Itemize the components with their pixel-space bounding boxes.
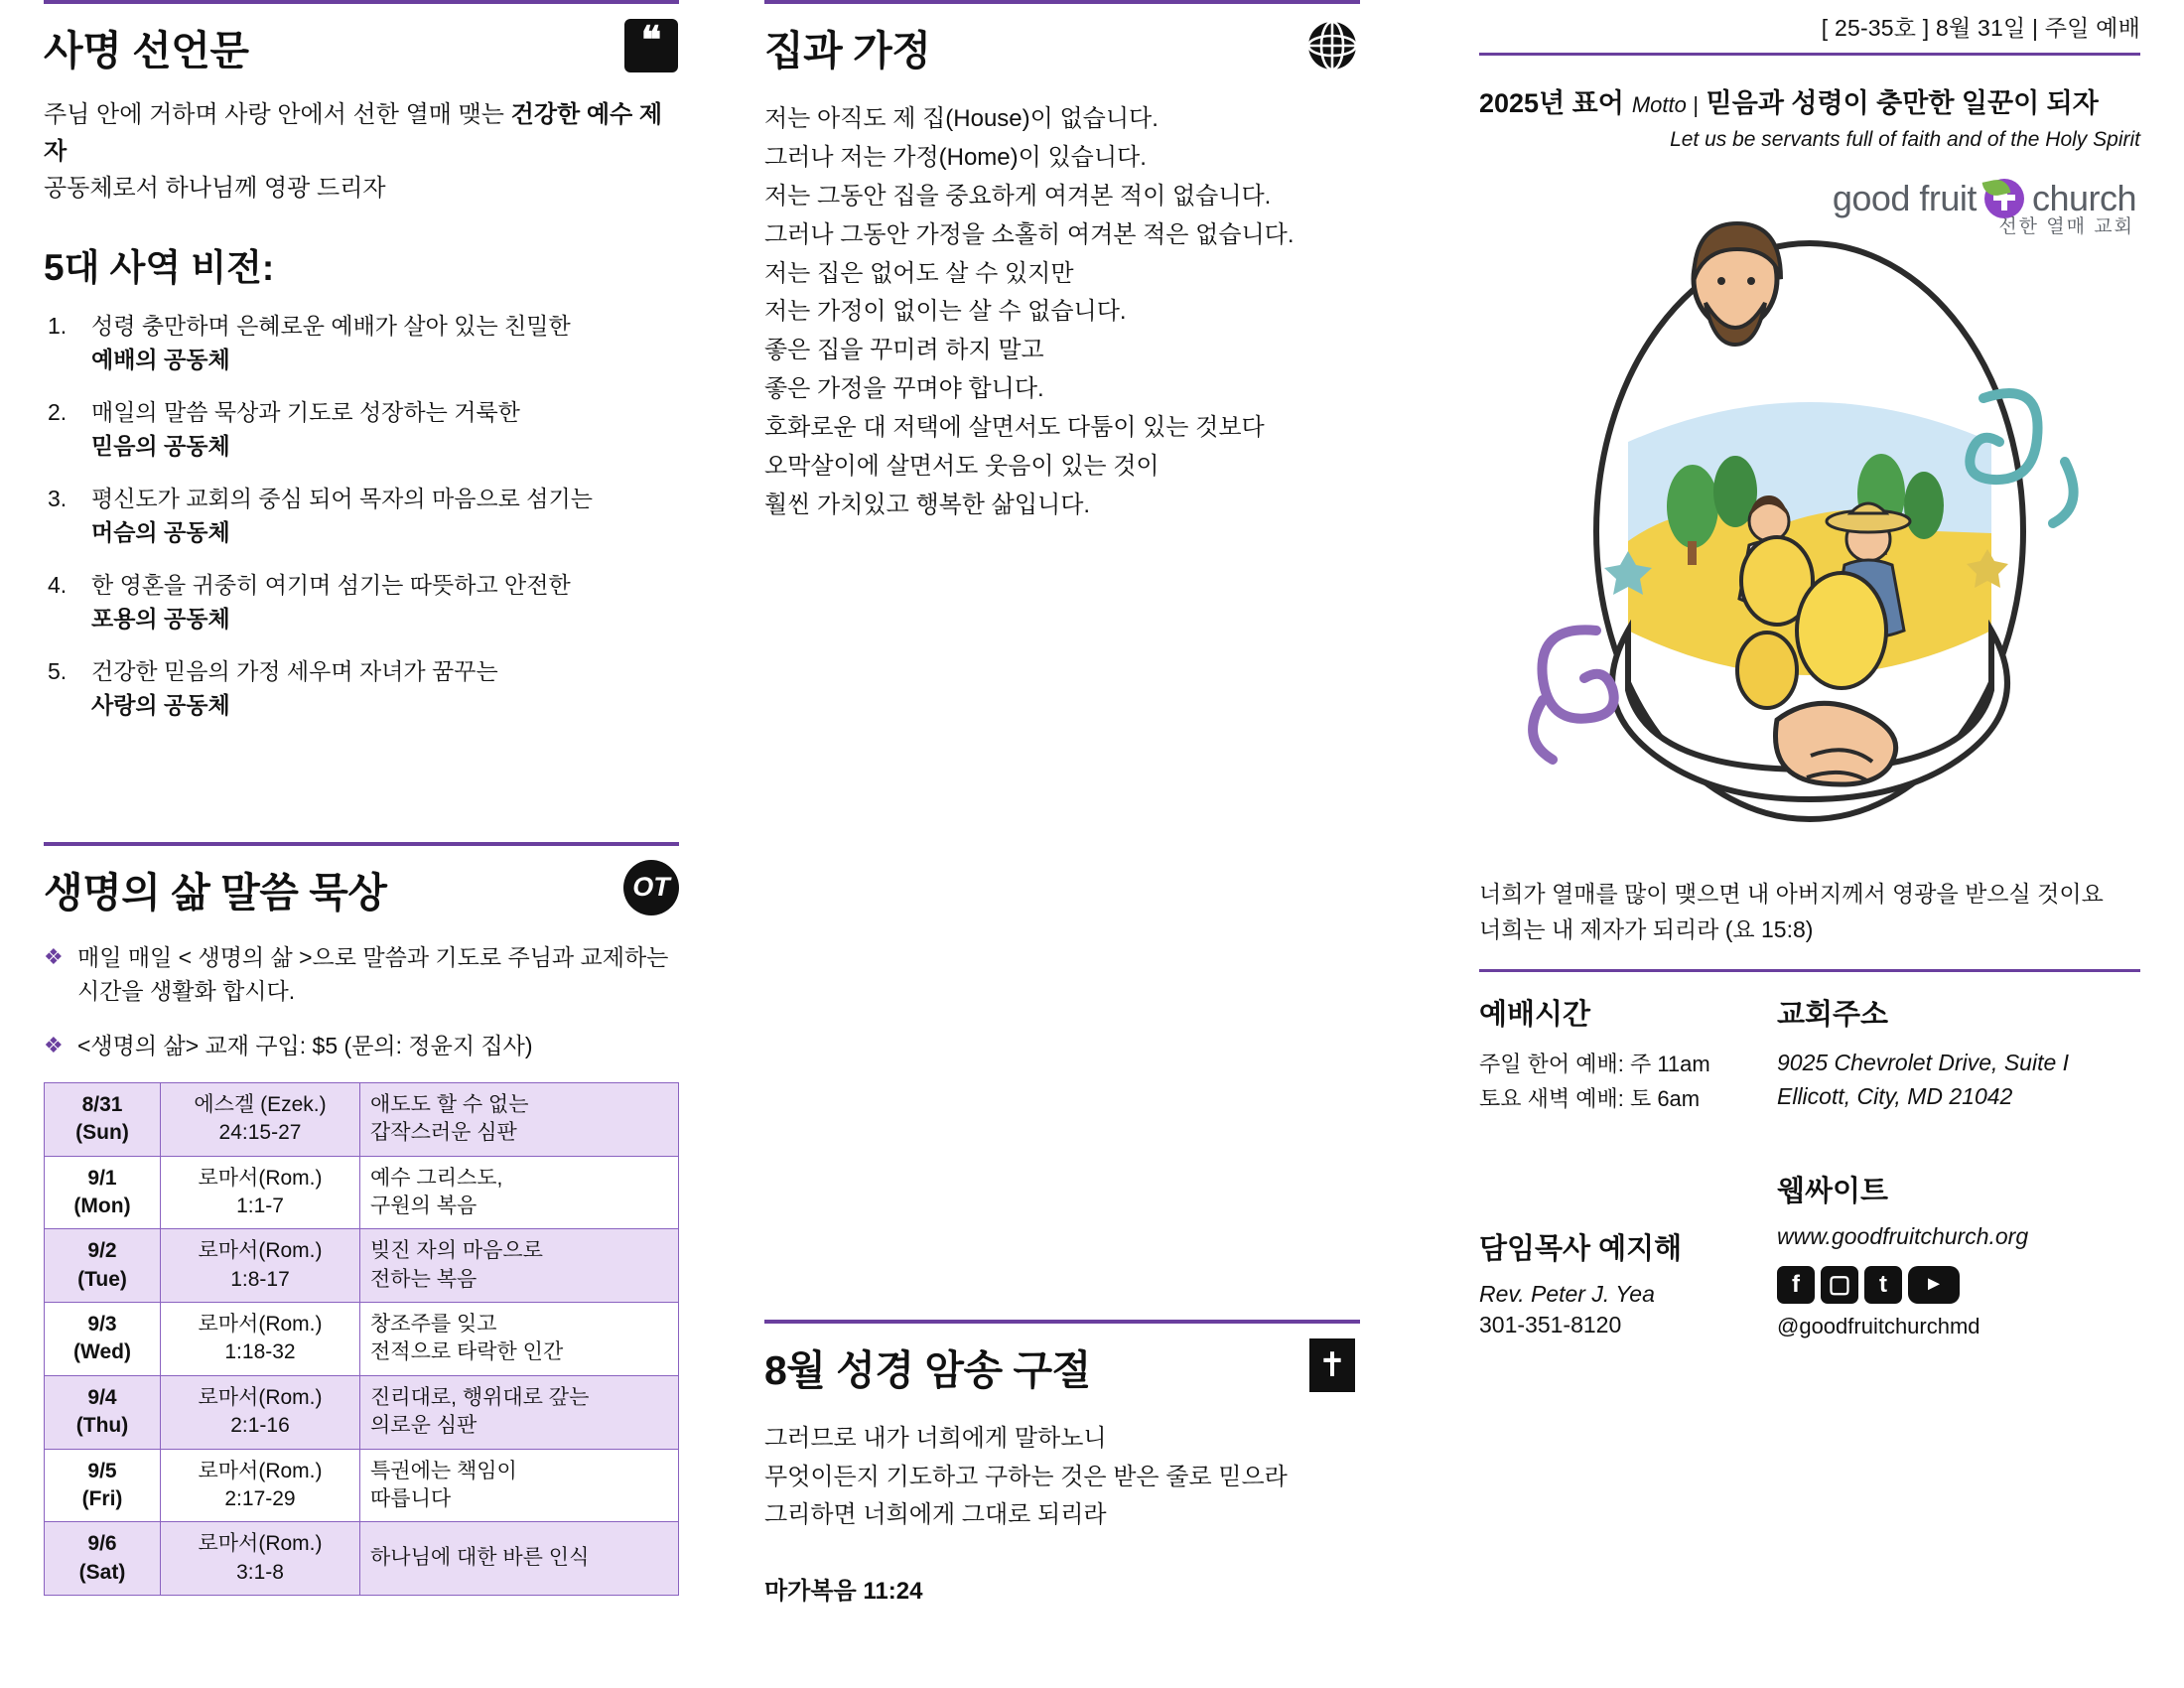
devotion-bullets bbox=[44, 940, 679, 1063]
reading-topic bbox=[360, 1522, 679, 1596]
vision-item-strong: 머슴의 공동체 bbox=[91, 519, 230, 546]
reading-book-name: 로마서(Rom.) bbox=[198, 1313, 323, 1336]
home-line: 좋은 집을 꾸미려 하지 말고 bbox=[764, 337, 1044, 364]
vision-item-number: 3. bbox=[48, 485, 68, 511]
reading-date-line2: (Thu) bbox=[75, 1414, 129, 1438]
mission-header bbox=[44, 18, 679, 76]
motto-word: Motto | bbox=[1631, 92, 1699, 117]
service-line: 토요 새벽 예배: 토 6am bbox=[1479, 1086, 1701, 1112]
vision-list bbox=[44, 309, 679, 723]
reading-date-line1: 9/2 bbox=[87, 1239, 117, 1263]
vision-item bbox=[44, 395, 679, 464]
info-grid bbox=[1479, 992, 2140, 1339]
scripture-line: 너희는 내 제자가 되리라 (요 15:8) bbox=[1479, 915, 1814, 942]
vision-item-strong: 포용의 공동체 bbox=[91, 606, 230, 633]
instagram-icon[interactable]: ▢ bbox=[1821, 1266, 1858, 1304]
service-column bbox=[1479, 992, 1777, 1339]
reading-date bbox=[45, 1303, 161, 1376]
diamond-bullet-icon: ❖ bbox=[44, 1032, 64, 1057]
table-row bbox=[45, 1303, 679, 1376]
mission-statement bbox=[44, 96, 679, 208]
reading-book bbox=[161, 1303, 360, 1376]
reading-date-line1: 9/6 bbox=[87, 1532, 117, 1556]
youtube-icon[interactable]: ► bbox=[1908, 1266, 1960, 1304]
home-line: 훨씬 가치있고 행복한 삶입니다. bbox=[764, 491, 1091, 518]
memory-header bbox=[764, 1337, 1360, 1396]
table-row bbox=[45, 1375, 679, 1449]
reading-date-line2: (Tue) bbox=[77, 1267, 127, 1291]
mission-text-bold: 건강한 예수 제자 bbox=[44, 101, 663, 166]
reading-topic-line2: 의로운 심판 bbox=[370, 1414, 478, 1438]
facebook-icon[interactable]: f bbox=[1777, 1266, 1815, 1304]
memory-body bbox=[764, 1420, 1360, 1536]
diamond-bullet-icon: ❖ bbox=[44, 943, 64, 969]
left-column bbox=[44, 0, 679, 1596]
vision-item-number: 1. bbox=[48, 312, 68, 339]
reading-book-name: 로마서(Rom.) bbox=[198, 1459, 323, 1482]
vision-item-number: 5. bbox=[48, 657, 68, 684]
vision-item bbox=[44, 309, 679, 377]
reading-book-name: 로마서(Rom.) bbox=[198, 1239, 323, 1263]
twitter-icon[interactable]: t bbox=[1864, 1266, 1902, 1304]
reading-date bbox=[45, 1522, 161, 1596]
fruit-basket-illustration bbox=[1479, 164, 2140, 859]
reading-topic bbox=[360, 1375, 679, 1449]
vision-item-line: 평신도가 교회의 중심 되어 목자의 마음으로 섬기는 bbox=[91, 485, 593, 511]
vision-item-number: 4. bbox=[48, 571, 68, 598]
quote-icon: ❝ bbox=[623, 18, 679, 73]
vision-item-number: 2. bbox=[48, 398, 68, 425]
website-url[interactable]: www.goodfruitchurch.org bbox=[1777, 1222, 2029, 1249]
vision-item bbox=[44, 568, 679, 636]
home-line: 좋은 가정을 꾸며야 합니다. bbox=[764, 375, 1044, 403]
reading-date bbox=[45, 1229, 161, 1303]
reading-topic-line2: 따릅니다 bbox=[370, 1486, 452, 1510]
devotion-top-rule bbox=[44, 842, 679, 846]
ot-icon: OT bbox=[623, 860, 679, 915]
devotion-bullet-2: <생명의 삶> 교재 구입: $5 (문의: 정윤지 집사) bbox=[77, 1032, 533, 1058]
issue-info: [ 25-35호 ] 8월 31일 | 주일 예배 bbox=[1821, 15, 2140, 41]
home-top-rule bbox=[764, 0, 1360, 4]
reading-date-line2: (Sun) bbox=[75, 1121, 129, 1145]
logo-text-left: good fruit bbox=[1832, 178, 1977, 218]
reading-topic bbox=[360, 1083, 679, 1157]
right-column bbox=[1479, 0, 2140, 1339]
info-rule bbox=[1479, 969, 2140, 972]
cross-icon: ✝ bbox=[1304, 1337, 1360, 1393]
address-heading: 교회주소 bbox=[1777, 999, 1889, 1032]
reading-topic-line2: 갑작스러운 심판 bbox=[370, 1121, 517, 1145]
table-row bbox=[45, 1083, 679, 1157]
website-heading: 웹싸이트 bbox=[1777, 1175, 1889, 1207]
memory-top-rule bbox=[764, 1320, 1360, 1324]
reading-date bbox=[45, 1375, 161, 1449]
address-line: Ellicott, City, MD 21042 bbox=[1777, 1082, 2013, 1109]
home-line: 그러나 그동안 가정을 소홀히 여겨본 적은 없습니다. bbox=[764, 220, 1295, 248]
address-line: 9025 Chevrolet Drive, Suite I bbox=[1777, 1050, 2070, 1076]
reading-book-verses: 2:1-16 bbox=[230, 1414, 290, 1438]
vision-item bbox=[44, 482, 679, 550]
vision-item-line: 성령 충만하며 은혜로운 예배가 살아 있는 친밀한 bbox=[91, 312, 571, 339]
reading-book bbox=[161, 1522, 360, 1596]
motto-row bbox=[1479, 81, 2140, 120]
reading-topic-line2: 전적으로 타락한 인간 bbox=[370, 1340, 564, 1364]
reading-date-line1: 9/1 bbox=[87, 1166, 117, 1190]
home-line: 그러나 저는 가정(Home)이 있습니다. bbox=[764, 143, 1147, 171]
pastor-heading: 담임목사 예지해 bbox=[1479, 1232, 1683, 1265]
vision-item-strong: 믿음의 공동체 bbox=[91, 433, 230, 460]
reading-date-line1: 9/3 bbox=[87, 1313, 117, 1336]
vision-item-line: 매일의 말씀 묵상과 기도로 성장하는 거룩한 bbox=[91, 398, 520, 425]
reading-topic-line1: 창조주를 잊고 bbox=[370, 1313, 497, 1336]
reading-date bbox=[45, 1449, 161, 1522]
vision-item-strong: 예배의 공동체 bbox=[91, 347, 230, 373]
reading-book-verses: 1:8-17 bbox=[230, 1267, 290, 1291]
right-rule bbox=[1479, 53, 2140, 56]
table-row bbox=[45, 1522, 679, 1596]
home-line: 저는 아직도 제 집(House)이 없습니다. bbox=[764, 105, 1159, 132]
reading-topic-line2: 전하는 복음 bbox=[370, 1267, 478, 1291]
reading-book-verses: 2:17-29 bbox=[224, 1486, 296, 1510]
reading-topic-line2: 구원의 복음 bbox=[370, 1195, 478, 1218]
vision-item-strong: 사랑의 공동체 bbox=[91, 692, 230, 719]
reading-topic-line1: 예수 그리스도, bbox=[370, 1166, 503, 1190]
reading-topic bbox=[360, 1156, 679, 1229]
pastor-name: Rev. Peter J. Yea bbox=[1479, 1280, 1655, 1307]
memory-line: 무엇이든지 기도하고 구하는 것은 받은 줄로 믿으라 bbox=[764, 1463, 1288, 1490]
home-line: 오막살이에 살면서도 웃음이 있는 것이 bbox=[764, 452, 1160, 480]
reading-date-line1: 9/4 bbox=[87, 1385, 117, 1409]
reading-book-verses: 24:15-27 bbox=[218, 1121, 302, 1145]
reading-book bbox=[161, 1156, 360, 1229]
reading-date bbox=[45, 1083, 161, 1157]
reading-book bbox=[161, 1375, 360, 1449]
motto-korean: 믿음과 성령이 충만한 일꾼이 되자 bbox=[1706, 88, 2099, 118]
vision-item-line: 한 영혼을 귀중히 여기며 섬기는 따뜻하고 안전한 bbox=[91, 571, 571, 598]
reading-date-line2: (Sat) bbox=[78, 1560, 126, 1584]
home-line: 호화로운 대 저택에 살면서도 다툼이 있는 것보다 bbox=[764, 414, 1265, 441]
table-row bbox=[45, 1156, 679, 1229]
reading-book-name: 에스겔 (Ezek.) bbox=[194, 1093, 327, 1117]
devotion-title: 생명의 삶 말씀 묵상 bbox=[44, 869, 387, 915]
service-heading: 예배시간 bbox=[1479, 999, 1591, 1032]
reading-topic-line1: 진리대로, 행위대로 갚는 bbox=[370, 1385, 590, 1409]
reading-book-name: 로마서(Rom.) bbox=[198, 1532, 323, 1556]
reading-book-verses: 1:1-7 bbox=[236, 1195, 284, 1218]
reading-date-line2: (Wed) bbox=[73, 1340, 131, 1364]
table-row bbox=[45, 1449, 679, 1522]
pastor-phone: 301-351-8120 bbox=[1479, 1311, 1622, 1337]
vision-title: 5대 사역 비전: bbox=[44, 246, 275, 288]
social-handle: @goodfruitchurchmd bbox=[1777, 1313, 1980, 1338]
reading-topic bbox=[360, 1449, 679, 1522]
reading-topic-line1: 빚진 자의 마음으로 bbox=[370, 1239, 543, 1263]
reading-book bbox=[161, 1083, 360, 1157]
motto-english: Let us be servants full of faith and of the Holy Spirit bbox=[1670, 128, 2140, 151]
reading-plan-table bbox=[44, 1082, 679, 1596]
reading-date bbox=[45, 1156, 161, 1229]
devotion-bullet bbox=[44, 1029, 679, 1063]
scripture-line: 너희가 열매를 많이 맺으면 내 아버지께서 영광을 받으실 것이요 bbox=[1479, 881, 2104, 907]
mission-text-1: 주님 안에 거하며 사랑 안에서 선한 열매 맺는 bbox=[44, 101, 511, 128]
mission-text-2: 공동체로서 하나님께 영광 드리자 bbox=[44, 175, 386, 203]
vision-item bbox=[44, 654, 679, 723]
reading-book bbox=[161, 1449, 360, 1522]
logo-text-right: church bbox=[2031, 178, 2136, 218]
reading-book bbox=[161, 1229, 360, 1303]
home-title: 집과 가정 bbox=[764, 28, 931, 73]
left-top-rule bbox=[44, 0, 679, 4]
devotion-bullet-line2: 시간을 생활화 합시다. bbox=[77, 978, 296, 1005]
reading-topic bbox=[360, 1303, 679, 1376]
reading-book-name: 로마서(Rom.) bbox=[198, 1166, 323, 1190]
home-body bbox=[764, 100, 1360, 525]
logo-korean-name: 선한 열매 교회 bbox=[1998, 216, 2134, 237]
middle-column bbox=[764, 0, 1360, 1606]
reading-topic bbox=[360, 1229, 679, 1303]
devotion-header bbox=[44, 860, 679, 918]
devotion-bullet bbox=[44, 940, 679, 1009]
reading-date-line1: 9/5 bbox=[87, 1459, 117, 1482]
cover-illustration bbox=[1479, 164, 2140, 859]
memory-title: 8월 성경 암송 구절 bbox=[764, 1346, 1091, 1393]
memory-line: 그러므로 내가 너희에게 말하노니 bbox=[764, 1424, 1107, 1452]
globe-icon bbox=[1304, 18, 1360, 73]
reading-topic-line1: 애도도 할 수 없는 bbox=[370, 1093, 529, 1117]
devotion-bullet-line1: 매일 매일 < 생명의 삶 >으로 말씀과 기도로 주님과 교제하는 bbox=[77, 943, 669, 970]
reading-date-line2: (Fri) bbox=[81, 1486, 123, 1510]
home-line: 저는 가정이 없이는 살 수 없습니다. bbox=[764, 298, 1127, 326]
reading-date-line2: (Mon) bbox=[73, 1195, 131, 1218]
address-column bbox=[1777, 992, 2134, 1339]
service-line: 주일 한어 예배: 주 11am bbox=[1479, 1052, 1710, 1077]
memory-reference: 마가복음 11:24 bbox=[764, 1578, 923, 1606]
vision-item-line: 건강한 믿음의 가정 세우며 자녀가 꿈꾸는 bbox=[91, 657, 498, 684]
motto-year: 2025년 표어 bbox=[1479, 88, 1624, 118]
home-line: 저는 그동안 집을 중요하게 여겨본 적이 없습니다. bbox=[764, 182, 1272, 210]
reading-book-name: 로마서(Rom.) bbox=[198, 1385, 323, 1409]
cover-scripture bbox=[1479, 877, 2140, 947]
reading-topic-line1: 하나님에 대한 바른 인식 bbox=[370, 1546, 590, 1570]
reading-topic-line1: 특권에는 책임이 bbox=[370, 1459, 517, 1482]
memory-line: 그리하면 너희에게 그대로 되리라 bbox=[764, 1501, 1107, 1529]
reading-book-verses: 3:1-8 bbox=[236, 1560, 284, 1584]
mission-title: 사명 선언문 bbox=[44, 28, 249, 73]
social-links bbox=[1777, 1266, 2134, 1304]
table-row bbox=[45, 1229, 679, 1303]
reading-date-line1: 8/31 bbox=[81, 1093, 123, 1117]
home-line: 저는 집은 없어도 살 수 있지만 bbox=[764, 259, 1074, 287]
home-header bbox=[764, 18, 1360, 76]
reading-book-verses: 1:18-32 bbox=[224, 1340, 296, 1364]
